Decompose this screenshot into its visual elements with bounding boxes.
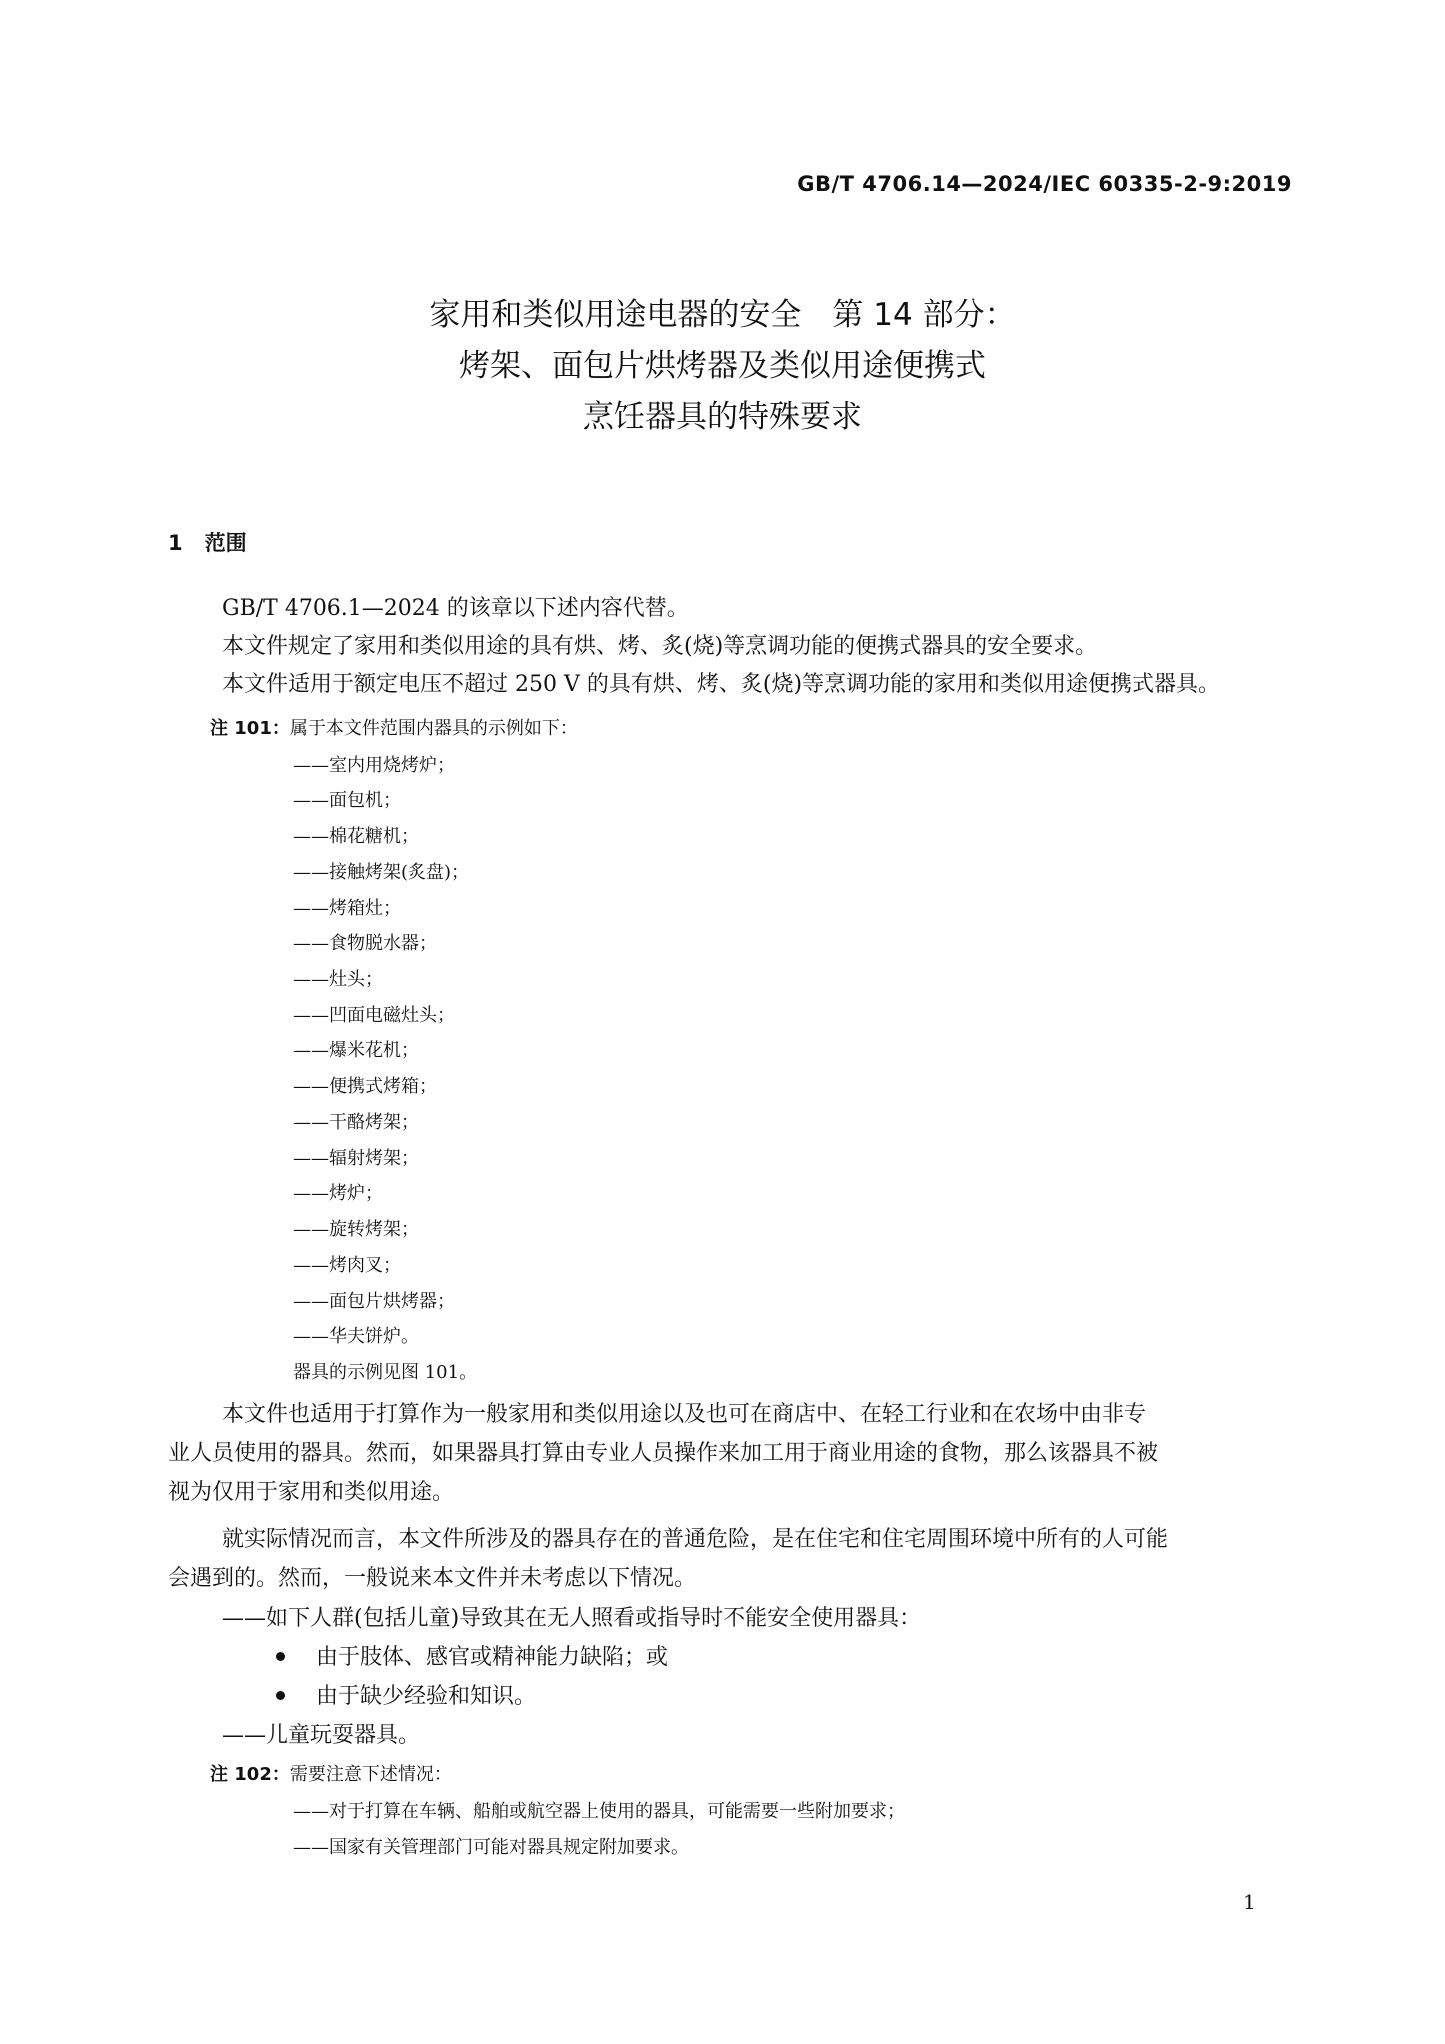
list-item: ——凹面电磁灶头；: [293, 1005, 455, 1026]
bullet-item: [276, 1686, 536, 1708]
list-item: ——旋转烤架；: [293, 1219, 419, 1240]
list-item: ——烤箱灶；: [293, 898, 401, 919]
note-text: 需要注意下述情况：: [289, 1764, 452, 1785]
note-102: [210, 1766, 452, 1784]
list-item: ——灶头；: [293, 969, 383, 990]
list-item: ——烤炉；: [293, 1183, 383, 1204]
list-item: ——辐射烤架；: [293, 1148, 419, 1169]
title-line-2: 烤架、面包片烘烤器及类似用途便携式: [459, 348, 986, 384]
note-footer: 器具的示例见图 101。: [293, 1362, 478, 1383]
section-number: 1: [168, 531, 183, 555]
list-item: ——爆米花机；: [293, 1040, 419, 1061]
paragraph: 本文件规定了家用和类似用途的具有烘、烤、炙(烧)等烹调功能的便携式器具的安全要求。: [222, 634, 1098, 659]
list-item: ——国家有关管理部门可能对器具规定附加要求。: [293, 1837, 689, 1858]
paragraph: GB/T 4706.1—2024 的该章以下述内容代替。: [222, 596, 689, 621]
bullet-text: 由于肢体、感官或精神能力缺陷；或: [316, 1645, 669, 1670]
section-title: 范围: [204, 531, 247, 555]
paragraph: 业人员使用的器具。然而，如果器具打算由专业人员操作来加工用于商业用途的食物，那么该器具不被: [168, 1441, 1159, 1466]
standard-code: GB/T 4706.14—2024/IEC 60335-2-9:2019: [797, 172, 1292, 196]
list-item: ——食物脱水器；: [293, 933, 437, 954]
paragraph: 本文件也适用于打算作为一般家用和类似用途以及也可在商店中、在轻工行业和在农场中由非专: [222, 1402, 1147, 1427]
paragraph: 视为仅用于家用和类似用途。: [168, 1480, 455, 1505]
list-item: ——接触烤架(炙盘)；: [293, 862, 470, 883]
list-item: ——华夫饼炉。: [293, 1326, 419, 1347]
title-line-1: 家用和类似用途电器的安全 第 14 部分：: [429, 297, 1016, 333]
list-item: ——室内用烧烤炉；: [293, 755, 455, 776]
list-item: ——烤肉叉；: [293, 1255, 401, 1276]
bullet-text: 由于缺少经验和知识。: [316, 1684, 537, 1709]
note-label: 注 101：: [210, 718, 290, 739]
note-label: 注 102：: [210, 1764, 290, 1785]
paragraph: 就实际情况而言，本文件所涉及的器具存在的普通危险，是在住宅和住宅周围环境中所有的人可能: [222, 1527, 1169, 1552]
paragraph: 会遇到的。然而，一般说来本文件并未考虑以下情况。: [168, 1566, 697, 1591]
list-item: ——面包机；: [293, 790, 401, 811]
section-heading: [168, 527, 247, 557]
note-101: [210, 720, 578, 738]
list-item: ——对于打算在车辆、船舶或航空器上使用的器具，可能需要一些附加要求；: [293, 1801, 905, 1822]
paragraph: 本文件适用于额定电压不超过 250 V 的具有烘、烤、炙(烧)等烹调功能的家用和类似用途便携式器具。: [222, 672, 1221, 697]
page-number: 1: [1243, 1890, 1256, 1914]
list-item: ——面包片烘烤器；: [293, 1291, 455, 1312]
dash-item: ——如下人群(包括儿童)导致其在无人照看或指导时不能安全使用器具：: [222, 1606, 922, 1631]
bullet-icon: [276, 1652, 285, 1661]
bullet-icon: [276, 1691, 285, 1700]
list-item: ——便携式烤箱；: [293, 1076, 437, 1097]
list-item: ——干酪烤架；: [293, 1112, 419, 1133]
dash-item: ——儿童玩耍器具。: [222, 1723, 421, 1748]
title-line-3: 烹饪器具的特殊要求: [583, 399, 862, 435]
list-item: ——棉花糖机；: [293, 826, 419, 847]
bullet-item: [276, 1647, 668, 1669]
note-text: 属于本文件范围内器具的示例如下：: [289, 718, 578, 739]
